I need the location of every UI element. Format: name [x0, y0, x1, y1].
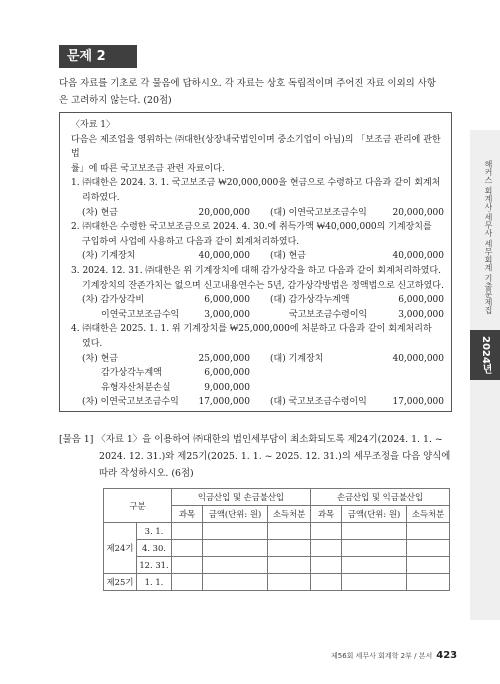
journal-entry-3a: (차) 감가상각비 6,000,000 (대) 감가상각누계액 6,000,000 [82, 295, 444, 306]
box-title: 〈자료 1〉 [71, 120, 115, 130]
journal-entry-1: (차) 현금 20,000,000 (대) 이연국고보조금수익 20,000,000 [82, 207, 444, 218]
intro-text: 다음 자료를 기초로 각 물음에 답하시오. 각 자료는 상호 독립적이며 주어진 자료 이외의 사항 은 고려하지 않는다. (20점) [59, 78, 436, 106]
journal-entry-4a: (차) 현금 25,000,000 (대) 기계장치 40,000,000 [82, 353, 444, 364]
data-box: 〈자료 1〉 다음은 제조업을 영위하는 ㈜대한(상장내국법인이며 중소기업이 아님)의 「보조금 관리에 관한 법 률」에 따른 국고보조금 관련 자료이다. 1. ㈜대한은 2024. 3. 1. 국고보조금 ₩20,000,000을 현금으로 수령하고 다음과 같이 회계처 리하였다. (차) 현금 20,000,000 (대) 이연국고보조금수익 20,000,000 2. ㈜대한은 수령한 국고보조금으로 2024. 4. 30.에 취득가액 ₩40,000,000의 기계장치를 구입하여 사업에 사용하고 다음과 같이 회계처리하였다. (차) 기계장치 40,000,000 (대) 현금 40,000,000 3. 2024. 12. 31. ㈜대한은 위 기계장치에 대해 감가상각을 하고 다음과 같이 회계처리하였다. 기계장치의 잔존가치는 없으며 신고내용연수는 5년, 감가상각방법은 정액법으로 신고하였다. (차) 감가상각비 6,000,000 (대) 감가상각누계액 6,000,000 이연국고보조금수익 3,000,000 국고보조금수령이익 3,000,000 4. ㈜대한은 2025. 1. 1. 위 기계장치를 ₩25,000,000에 처분하고 다음과 같이 회계처리하 였다. (차) 현금 25,000,000 (대) 기계장치 40,000,000 감가상각누계액 6,000,000 유형자산처분손실 9,000,000 (차) 이연국고보조금수익 17,000,000 (대) 국고보조금수령이익 17,000,000 [59, 112, 452, 412]
page-number: 423 [436, 650, 458, 661]
side-tab-year: 2024년 [470, 330, 500, 380]
table-row: 제25기 1. 1. [104, 574, 450, 591]
side-tab-title: 해커스 회계사·세무사 세무회계 기출문제집 [484, 160, 493, 315]
question-1: [물음 1] 〈자료 1〉을 이용하여 ㈜대한의 법인세부담이 최소화되도록 제24기(2024. 1. 1. ~ 2024. 12. 31.)와 제25기(2025. 1. 1. ~ 2025. 12. 31.)의 세무조정을 다음 양식에 따라 작성하시오. (6점) [59, 434, 451, 479]
journal-entry-3b: 이연국고보조금수익 3,000,000 국고보조금수령이익 3,000,000 [101, 309, 444, 320]
table-row: 12. 31. [104, 557, 450, 574]
journal-entry-2: (차) 기계장치 40,000,000 (대) 현금 40,000,000 [82, 251, 444, 262]
problem-badge: 문제 2 [59, 45, 137, 68]
journal-entry-4b: 감가상각누계액 6,000,000 [101, 368, 250, 379]
table-row: 4. 30. [104, 540, 450, 557]
journal-entry-4d: (차) 이연국고보조금수익 17,000,000 (대) 국고보조금수령이익 17,000,000 [82, 397, 444, 408]
question-label: [물음 1] [59, 434, 94, 445]
journal-entry-4c: 유형자산처분손실 9,000,000 [101, 382, 250, 393]
page-footer: 제56회 세무사 회계학 2부 / 본서 423 [331, 650, 458, 661]
answer-table: 구분 익금산입 및 손금불산입 손금산입 및 익금불산입 과목 금액(단위: 원) 소득처분 과목 금액(단위: 원) 소득처분 제24기 3. 1. 4. 30. 12. 31. 제25기 1. 1. [103, 488, 450, 591]
table-row: 제24기 3. 1. [104, 523, 450, 540]
